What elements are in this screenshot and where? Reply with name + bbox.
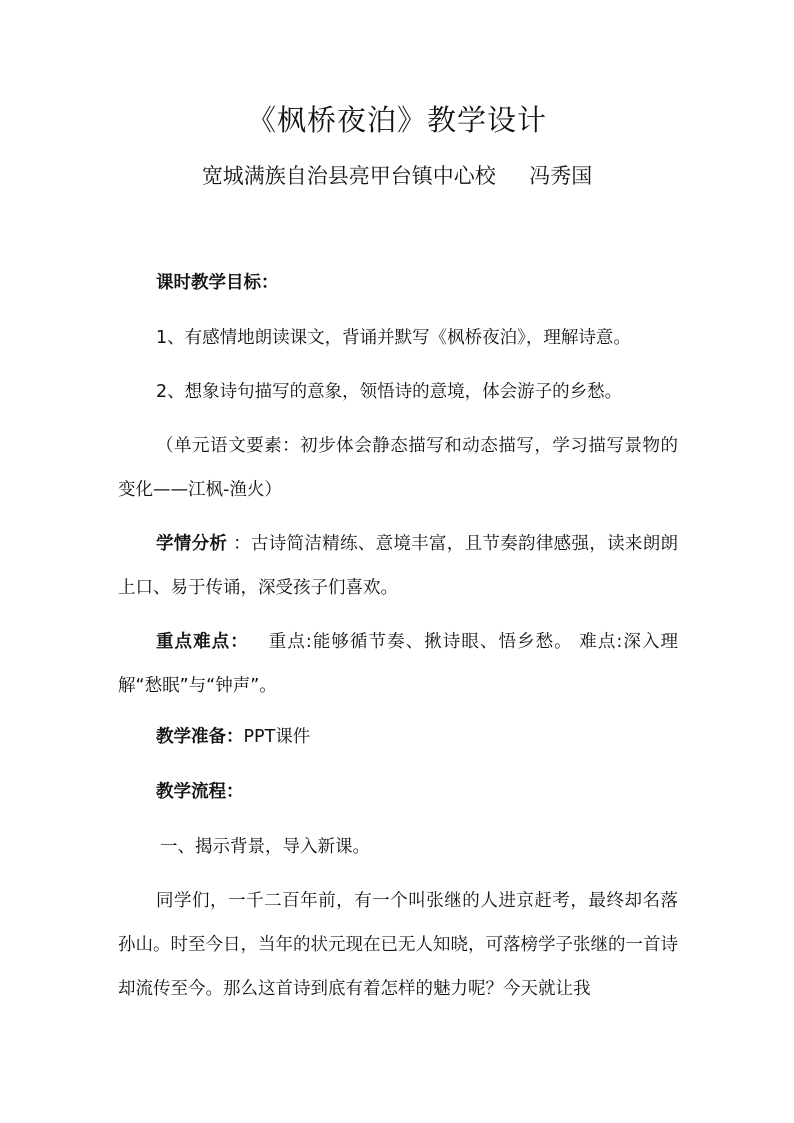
process-step-1: 一、揭示背景，导入新课。 <box>160 837 370 857</box>
preparation-text: PPT课件 <box>243 727 311 747</box>
preparation-line <box>156 725 716 749</box>
key-points-paragraph <box>118 620 678 708</box>
document-title: 《枫桥夜泊》教学设计 <box>246 103 547 137</box>
analysis-label: 学情分析 <box>156 534 228 554</box>
analysis-text: ：古诗简洁精练、意境丰富，且节奏韵律感强，读来朗朗上口、易于传诵，深受孩子们喜欢。 <box>118 534 678 598</box>
objective-item-2: 2、想象诗句描写的意象，领悟诗的意境，体会游子的乡愁。 <box>156 382 623 402</box>
objectives-heading: 课时教学目标： <box>156 273 279 293</box>
process-heading: 教学流程： <box>156 782 244 802</box>
analysis-paragraph <box>118 522 678 610</box>
key-points-label: 重点难点： <box>156 632 249 652</box>
preparation-label: 教学准备： <box>156 727 244 747</box>
author-line: 宽城满族自治县亮甲台镇中心校 冯秀国 <box>201 164 593 188</box>
process-intro-paragraph: 同学们，一千二百年前，有一个叫张继的人进京赶考，最终却名落孙山。时至今日，当年的状元现在已无人知晓，可落榜学子张继的一首诗却流传至今。那么这首诗到底有着怎样的魅力呢？今天就让我 <box>118 891 678 999</box>
key-points-text: 重点:能够循节奏、揪诗眼、悟乡愁。 难点:深入理解“愁眠”与“钟声”。 <box>118 632 678 696</box>
objective-item-1: 1、有感情地朗读课文，背诵并默写《枫桥夜泊》，理解诗意。 <box>156 328 631 348</box>
unit-note-paragraph: （单元语文要素：初步体会静态描写和动态描写，学习描写景物的变化——江枫-渔火） <box>118 436 678 500</box>
